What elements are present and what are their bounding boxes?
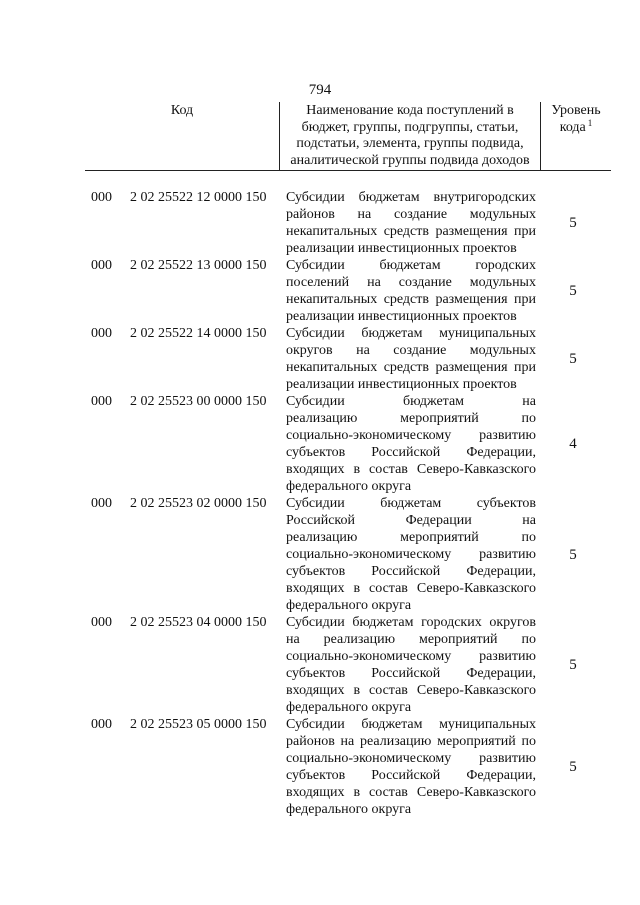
- header-level-label: Уровень: [551, 103, 601, 118]
- description-line: социально-экономическому развитию: [286, 649, 536, 664]
- description-line: входящих в состав Северо-Кавказского: [286, 785, 536, 800]
- admin-code: 000: [91, 394, 112, 409]
- revenue-code: 2 02 25523 02 0000 150: [130, 496, 267, 511]
- header-level-cell: [541, 102, 611, 170]
- description-line: Субсидии бюджетам на: [286, 394, 536, 409]
- header-name-line: аналитической группы подвида доходов: [290, 152, 530, 168]
- description-line: федерального округа: [286, 700, 412, 715]
- code-level: 5: [569, 283, 577, 299]
- description-line: поселений на создание модульных: [286, 275, 536, 290]
- description-line: некапитальных средств размещения при: [286, 224, 536, 239]
- header-name-cell: [279, 102, 541, 170]
- description-line: федерального округа: [286, 598, 412, 613]
- description-line: субъектов Российской Федерации,: [286, 564, 536, 579]
- description-line: субъектов Российской Федерации,: [286, 666, 536, 681]
- revenue-code: 2 02 25522 13 0000 150: [130, 258, 267, 273]
- page-number: 794: [308, 82, 332, 98]
- description-line: реализацию мероприятий по: [286, 530, 536, 545]
- code-level: 5: [569, 351, 577, 367]
- revenue-code: 2 02 25522 12 0000 150: [130, 190, 267, 205]
- description-line: федерального округа: [286, 479, 412, 494]
- code-level: 5: [569, 547, 577, 563]
- description-line: социально-экономическому развитию: [286, 751, 536, 766]
- admin-code: 000: [91, 615, 112, 630]
- description-line: Субсидии бюджетам муниципальных: [286, 717, 536, 732]
- description-line: Субсидии бюджетам муниципальных: [286, 326, 536, 341]
- description-line: Субсидии бюджетам городских округов: [286, 615, 536, 630]
- header-name-line: Наименование кода поступлений в: [306, 103, 514, 118]
- description-line: реализации инвестиционных проектов: [286, 377, 517, 392]
- code-level: 4: [569, 436, 577, 452]
- revenue-description: [286, 495, 536, 614]
- table-header: [85, 102, 611, 171]
- description-line: реализации инвестиционных проектов: [286, 241, 517, 256]
- header-name-line: бюджет, группы, подгруппы, статьи,: [301, 119, 519, 135]
- description-line: округов на создание модульных: [286, 343, 536, 358]
- revenue-description: [286, 716, 536, 818]
- description-line: Субсидии бюджетам внутригородских: [286, 190, 536, 205]
- admin-code: 000: [91, 326, 112, 341]
- revenue-code: 2 02 25522 14 0000 150: [130, 326, 267, 341]
- admin-code: 000: [91, 496, 112, 511]
- description-line: входящих в состав Северо-Кавказского: [286, 683, 536, 698]
- description-line: Российской Федерации на: [286, 513, 536, 528]
- description-line: районов на создание модульных: [286, 207, 536, 222]
- description-line: некапитальных средств размещения при: [286, 292, 536, 307]
- description-line: районов на реализацию мероприятий по: [286, 734, 536, 749]
- revenue-description: [286, 257, 536, 325]
- revenue-code: 2 02 25523 05 0000 150: [130, 717, 267, 732]
- header-code-label: Код: [170, 103, 194, 118]
- description-line: субъектов Российской Федерации,: [286, 445, 536, 460]
- header-code-cell: [85, 102, 279, 170]
- header-name-line: подстатьи, элемента, группы подвида,: [296, 136, 524, 151]
- revenue-code: 2 02 25523 04 0000 150: [130, 615, 267, 630]
- description-line: входящих в состав Северо-Кавказского: [286, 462, 536, 477]
- description-line: Субсидии бюджетам субъектов: [286, 496, 536, 511]
- revenue-description: [286, 393, 536, 495]
- footnote-marker: 1: [587, 117, 593, 128]
- revenue-description: [286, 325, 536, 393]
- code-level: 5: [569, 657, 577, 673]
- header-level-label-2: кода: [559, 119, 586, 135]
- description-line: некапитальных средств размещения при: [286, 360, 536, 375]
- description-line: социально-экономическому развитию: [286, 547, 536, 562]
- description-line: реализации инвестиционных проектов: [286, 309, 517, 324]
- revenue-description: [286, 189, 536, 257]
- description-line: социально-экономическому развитию: [286, 428, 536, 443]
- description-line: реализацию мероприятий по: [286, 411, 536, 426]
- admin-code: 000: [91, 258, 112, 273]
- description-line: на реализацию мероприятий по: [286, 632, 536, 647]
- admin-code: 000: [91, 717, 112, 732]
- admin-code: 000: [91, 190, 112, 205]
- description-line: Субсидии бюджетам городских: [286, 258, 536, 273]
- revenue-code: 2 02 25523 00 0000 150: [130, 394, 267, 409]
- code-level: 5: [569, 215, 577, 231]
- revenue-description: [286, 614, 536, 716]
- code-level: 5: [569, 759, 577, 775]
- description-line: входящих в состав Северо-Кавказского: [286, 581, 536, 596]
- description-line: субъектов Российской Федерации,: [286, 768, 536, 783]
- description-line: федерального округа: [286, 802, 412, 817]
